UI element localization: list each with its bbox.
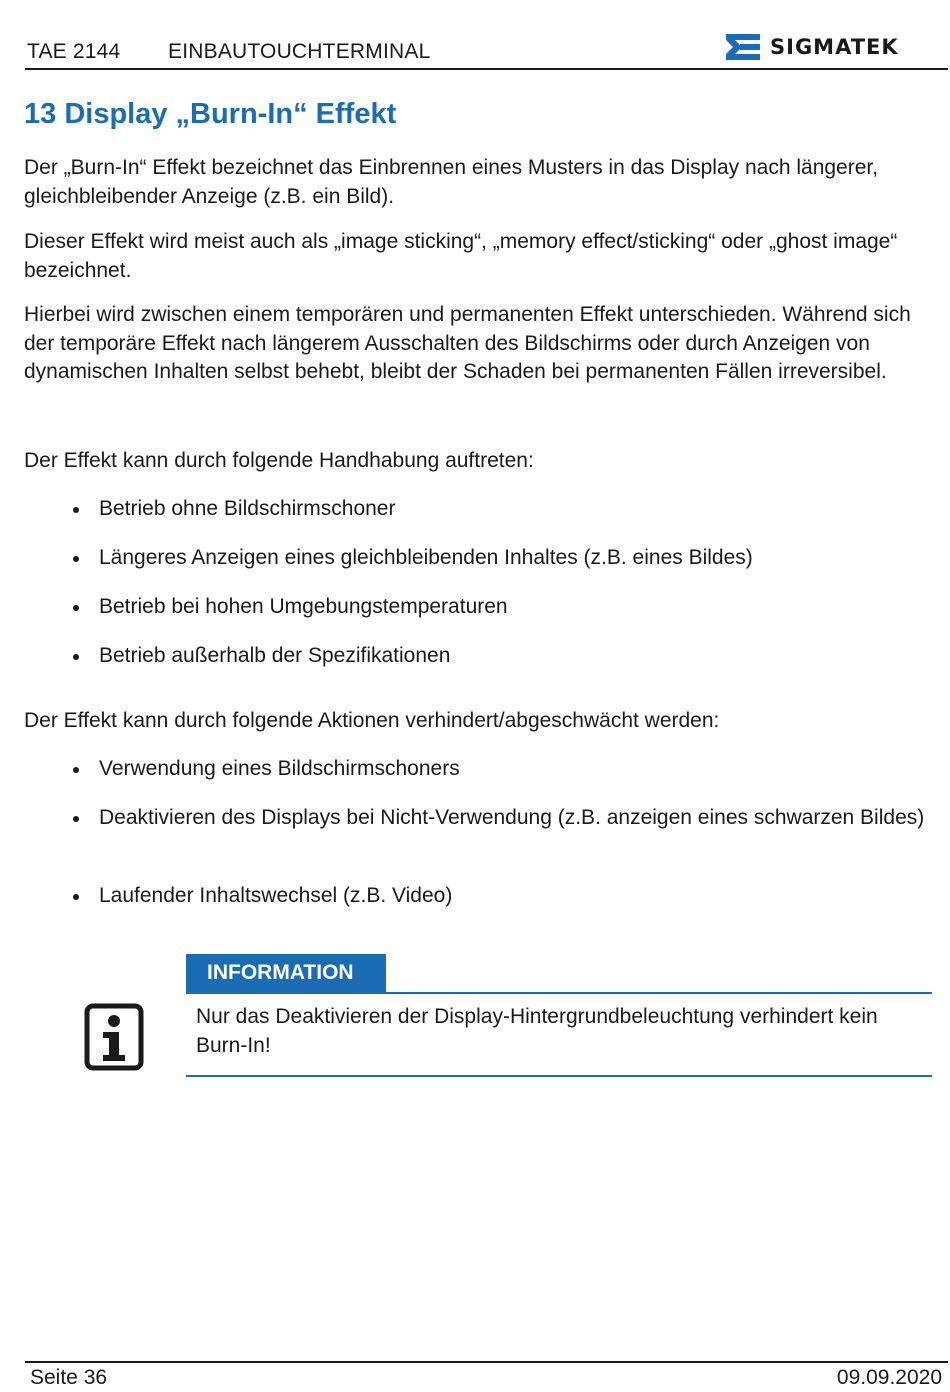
doc-code: TAE 2144: [27, 40, 121, 63]
paragraph-3: [24, 301, 934, 387]
document-date: 09.09.2020: [836, 1366, 942, 1389]
bullet-icon: [73, 767, 79, 773]
causes-intro: Der Effekt kann durch folgende Handhabung auftreten:: [24, 449, 534, 472]
list-item: Verwendung eines Bildschirmschoners: [68, 755, 938, 784]
header-rule: [25, 68, 948, 70]
sigmatek-logo-icon: [726, 34, 760, 60]
paragraph-text: Hierbei wird zwischen einem temporären und permanenten Effekt unterschieden. Während sich der temporäre Effekt nach längerem Ausschalten des Bildschirms oder durch Anzeigen von dynamischen Inhalten selbst behebt, bleibt der Schaden bei permanenten Fällen irreversibel.: [24, 303, 911, 383]
info-icon: [84, 1003, 144, 1076]
info-rule-top: [186, 992, 932, 994]
information-text: Nur das Deaktivieren der Display-Hintergrundbeleuchtung verhindert kein Burn-In!: [196, 1005, 878, 1057]
paragraph-1: [24, 154, 934, 211]
paragraph-text: Dieser Effekt wird meist auch als „image sticking“, „memory effect/sticking“ oder „ghost image“ bezeichnet.: [24, 230, 898, 282]
info-rule-bottom: [186, 1075, 932, 1077]
list-item: Laufender Inhaltswechsel (z.B. Video): [68, 882, 938, 911]
list-item: Längeres Anzeigen eines gleichbleibenden Inhaltes (z.B. eines Bildes): [68, 544, 938, 573]
page-header: [0, 0, 950, 72]
information-label: INFORMATION: [186, 954, 386, 992]
bullet-icon: [73, 654, 79, 660]
section-heading: 13 Display „Burn-In“ Effekt: [24, 98, 397, 130]
bullet-icon: [73, 894, 79, 900]
list-item: Betrieb ohne Bildschirmschoner: [68, 495, 938, 524]
paragraph-2: [24, 228, 934, 285]
footer-rule: [25, 1361, 948, 1363]
prevention-intro: Der Effekt kann durch folgende Aktionen verhindert/abgeschwächt werden:: [24, 709, 720, 732]
sigmatek-logo: [726, 34, 899, 60]
list-item: Betrieb außerhalb der Spezifikationen: [68, 642, 938, 671]
list-item: Deaktivieren des Displays bei Nicht-Verwendung (z.B. anzeigen eines schwarzen Bildes): [68, 804, 938, 833]
bullet-icon: [73, 507, 79, 513]
bullet-icon: [73, 605, 79, 611]
doc-title: EINBAUTOUCHTERMINAL: [168, 40, 431, 63]
bullet-icon: [73, 556, 79, 562]
page-number: Seite 36: [30, 1366, 108, 1389]
list-item: Betrieb bei hohen Umgebungstemperaturen: [68, 593, 938, 622]
logo-text: SIGMATEK: [770, 35, 899, 59]
paragraph-text: Der „Burn-In“ Effekt bezeichnet das Einbrennen eines Musters in das Display nach längerer, gleichbleibender Anzeige (z.B. ein Bild).: [24, 156, 879, 208]
bullet-icon: [73, 816, 79, 822]
